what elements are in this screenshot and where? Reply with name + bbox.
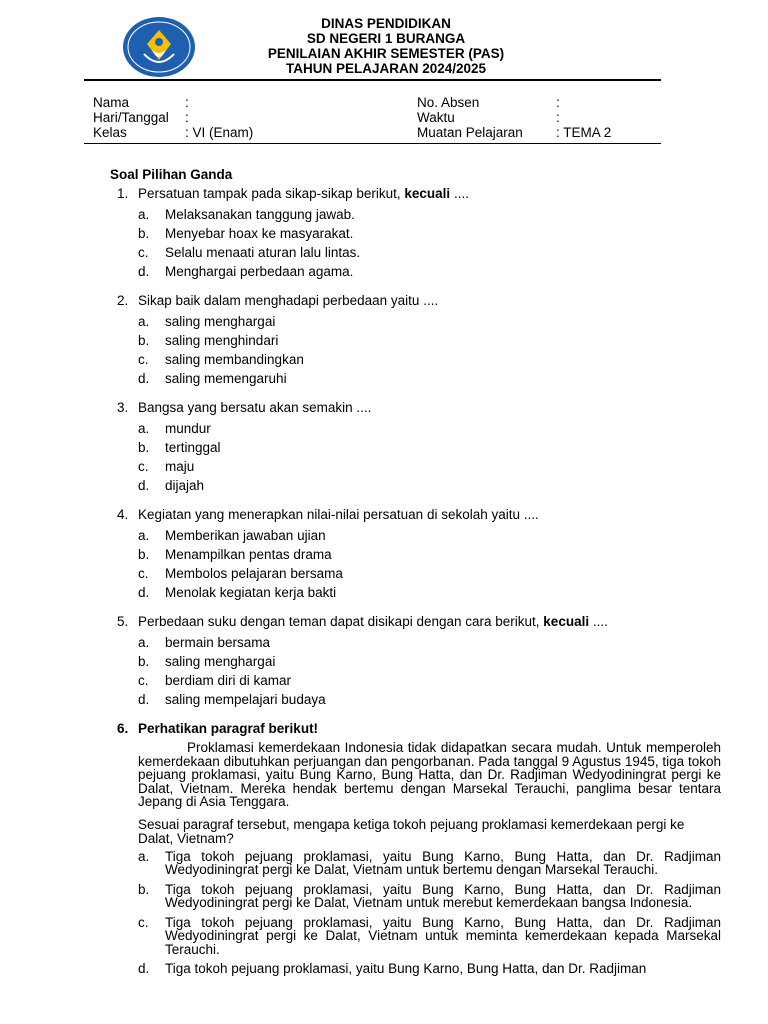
question-4: [117, 507, 721, 602]
option-letter: c.: [138, 245, 149, 260]
option-letter: a.: [138, 207, 150, 222]
option-text: maju: [165, 459, 195, 474]
class-label: Kelas: [93, 125, 127, 140]
question-stem: [117, 507, 721, 523]
option-letter: b.: [138, 440, 150, 455]
subject-label: Muatan Pelajaran: [417, 125, 523, 140]
question-stem: [117, 186, 721, 202]
question-text: Sesuai paragraf tersebut, mengapa ketiga tokoh pejuang proklamasi kemerdekaan pergi ke Dalat, Vietnam?: [138, 816, 685, 846]
question-2: [117, 293, 721, 388]
answer-option[interactable]: [117, 690, 721, 709]
date-field[interactable]: :: [185, 110, 189, 125]
time-field[interactable]: :: [556, 110, 560, 125]
answer-option[interactable]: [117, 438, 721, 457]
answer-option[interactable]: [117, 369, 721, 388]
header-school: SD NEGERI 1 BURANGA: [306, 31, 466, 46]
option-letter: a.: [138, 421, 150, 436]
absence-number-label: No. Absen: [417, 95, 480, 110]
question-number: 6.: [117, 721, 129, 736]
question-number: 4.: [117, 507, 129, 522]
option-letter: d.: [138, 692, 150, 707]
answer-option[interactable]: [117, 583, 721, 602]
student-identity-block: [93, 95, 653, 140]
option-letter: d.: [138, 371, 150, 386]
question-stem: [117, 293, 721, 309]
option-text: Selalu menaati aturan lalu lintas.: [165, 245, 361, 260]
answer-option[interactable]: [117, 262, 721, 281]
answer-option[interactable]: [117, 883, 721, 910]
answer-option[interactable]: [117, 224, 721, 243]
option-letter: d.: [138, 585, 150, 600]
name-field[interactable]: :: [185, 95, 189, 110]
option-letter: c.: [138, 673, 149, 688]
option-letter: b.: [138, 333, 150, 348]
option-letter: b.: [138, 547, 150, 562]
option-letter: b.: [138, 654, 150, 669]
option-text: Tiga tokoh pejuang proklamasi, yaitu Bung Karno, Bung Hatta, dan Dr. Radjiman Wedyodiningrat pergi ke Dalat, Vietnam untuk bertemu dengan Marsekal Terauchi.: [165, 848, 721, 877]
option-letter: d.: [138, 961, 150, 976]
question-stem: [117, 614, 721, 630]
answer-option[interactable]: [117, 419, 721, 438]
question-emphasis: kecuali: [404, 186, 451, 201]
question-number: 1.: [117, 186, 129, 201]
name-label: Nama: [93, 95, 130, 110]
option-text: saling menghargai: [165, 654, 276, 669]
answer-option[interactable]: [117, 205, 721, 224]
option-letter: c.: [138, 352, 149, 367]
option-text: Tiga tokoh pejuang proklamasi, yaitu Bung Karno, Bung Hatta, dan Dr. Radjiman Wedyodiningrat pergi ke Dalat, Vietnam untuk meminta kemerdekaan kepada Marsekal Terauchi.: [165, 914, 721, 957]
header-academic-year: TAHUN PELAJARAN 2024/2025: [285, 61, 487, 76]
option-text: Menolak kegiatan kerja bakti: [165, 585, 337, 600]
header-agency: DINAS PENDIDIKAN: [321, 16, 451, 31]
question-1: [117, 186, 721, 281]
option-letter: a.: [138, 528, 150, 543]
answer-option[interactable]: [117, 545, 721, 564]
option-text: saling membandingkan: [165, 352, 304, 367]
question-number: 5.: [117, 614, 129, 629]
question-text: Kegiatan yang menerapkan nilai-nilai persatuan di sekolah yaitu ....: [138, 507, 539, 522]
option-text: Menampilkan pentas drama: [165, 547, 332, 562]
answer-option[interactable]: [117, 916, 721, 957]
answer-option[interactable]: [117, 962, 721, 976]
option-letter: c.: [138, 914, 149, 930]
identity-row: [93, 95, 653, 110]
date-label: Hari/Tanggal: [93, 110, 169, 125]
question-5: [117, 614, 721, 709]
answer-option[interactable]: [117, 850, 721, 877]
answer-option[interactable]: [117, 526, 721, 545]
header-divider: [84, 79, 661, 81]
option-letter: a.: [138, 314, 150, 329]
option-text: Memberikan jawaban ujian: [165, 528, 326, 543]
question-emphasis: kecuali: [543, 614, 590, 629]
answer-option[interactable]: [117, 652, 721, 671]
answer-option[interactable]: [117, 243, 721, 262]
answer-option[interactable]: [117, 312, 721, 331]
option-letter: c.: [138, 459, 149, 474]
reading-paragraph: Proklamasi kemerdekaan Indonesia tidak didapatkan secara mudah. Untuk memperoleh kemerdekaan dibutuhkan perjuangan dan pengorbanan. Pada tanggal 9 Agustus 1945, tiga tokoh pejuang proklamasi, yaitu Bung Karno, Bung Hatta, dan Dr. Radjiman Wedyodiningrat pergi ke Dalat, Vietnam. Mereka hendak bertemu dengan Marsekal Terauchi, panglima besar tentara Jepang di Asia Tenggara.: [138, 740, 721, 809]
time-label: Waktu: [417, 110, 455, 125]
answer-option[interactable]: [117, 331, 721, 350]
absence-number-field[interactable]: :: [556, 95, 560, 110]
option-letter: a.: [138, 635, 150, 650]
question-suffix: ....: [450, 186, 469, 201]
option-text: mundur: [165, 421, 211, 436]
question-number: 3.: [117, 400, 129, 415]
answer-option[interactable]: [117, 671, 721, 690]
identity-row: [93, 110, 653, 125]
option-letter: c.: [138, 566, 149, 581]
question-text: Persatuan tampak pada sikap-sikap berikut,: [138, 186, 405, 201]
option-letter: d.: [138, 478, 150, 493]
header-exam-name: PENILAIAN AKHIR SEMESTER (PAS): [267, 46, 505, 61]
option-text: tertinggal: [165, 440, 221, 455]
class-value: : VI (Enam): [185, 125, 254, 140]
question-6: [117, 721, 721, 982]
question-suffix: ....: [589, 614, 608, 629]
option-text: bermain bersama: [165, 635, 271, 650]
option-text: dijajah: [165, 478, 205, 493]
question-text: Perbedaan suku dengan teman dapat disikapi dengan cara berikut,: [138, 614, 544, 629]
question-text: Sikap baik dalam menghadapi perbedaan yaitu ....: [138, 293, 439, 308]
option-text: saling menghargai: [165, 314, 276, 329]
option-text: Tiga tokoh pejuang proklamasi, yaitu Bung Karno, Bung Hatta, dan Dr. Radjiman: [165, 961, 647, 976]
answer-option[interactable]: [117, 633, 721, 652]
option-letter: b.: [138, 226, 150, 241]
answer-option[interactable]: [117, 350, 721, 369]
document-header: [160, 16, 612, 76]
identity-divider: [84, 143, 661, 144]
question-stem: [117, 400, 721, 416]
question-instruction: Perhatikan paragraf berikut!: [138, 721, 319, 736]
answer-option[interactable]: [117, 476, 721, 495]
question-text: Bangsa yang bersatu akan semakin ....: [138, 400, 372, 415]
section-title: Soal Pilihan Ganda: [110, 167, 233, 182]
question-number: 2.: [117, 293, 129, 308]
option-letter: a.: [138, 848, 150, 864]
option-text: Menyebar hoax ke masyarakat.: [165, 226, 354, 241]
option-text: Menghargai perbedaan agama.: [165, 264, 354, 279]
option-text: berdiam diri di kamar: [165, 673, 292, 688]
identity-row: [93, 125, 653, 140]
option-text: Membolos pelajaran bersama: [165, 566, 343, 581]
question-3: [117, 400, 721, 495]
option-text: saling mempelajari budaya: [165, 692, 326, 707]
option-text: Tiga tokoh pejuang proklamasi, yaitu Bung Karno, Bung Hatta, dan Dr. Radjiman Wedyodiningrat pergi ke Dalat, Vietnam untuk merebut kemerdekaan bangsa Indonesia.: [165, 881, 721, 910]
answer-option[interactable]: [117, 457, 721, 476]
subject-value: : TEMA 2: [556, 125, 612, 140]
option-letter: d.: [138, 264, 150, 279]
question-stem: [117, 721, 721, 737]
option-text: saling menghindari: [165, 333, 279, 348]
option-text: saling memengaruhi: [165, 371, 287, 386]
option-text: Melaksanakan tanggung jawab.: [165, 207, 355, 222]
answer-option[interactable]: [117, 564, 721, 583]
option-letter: b.: [138, 881, 150, 897]
